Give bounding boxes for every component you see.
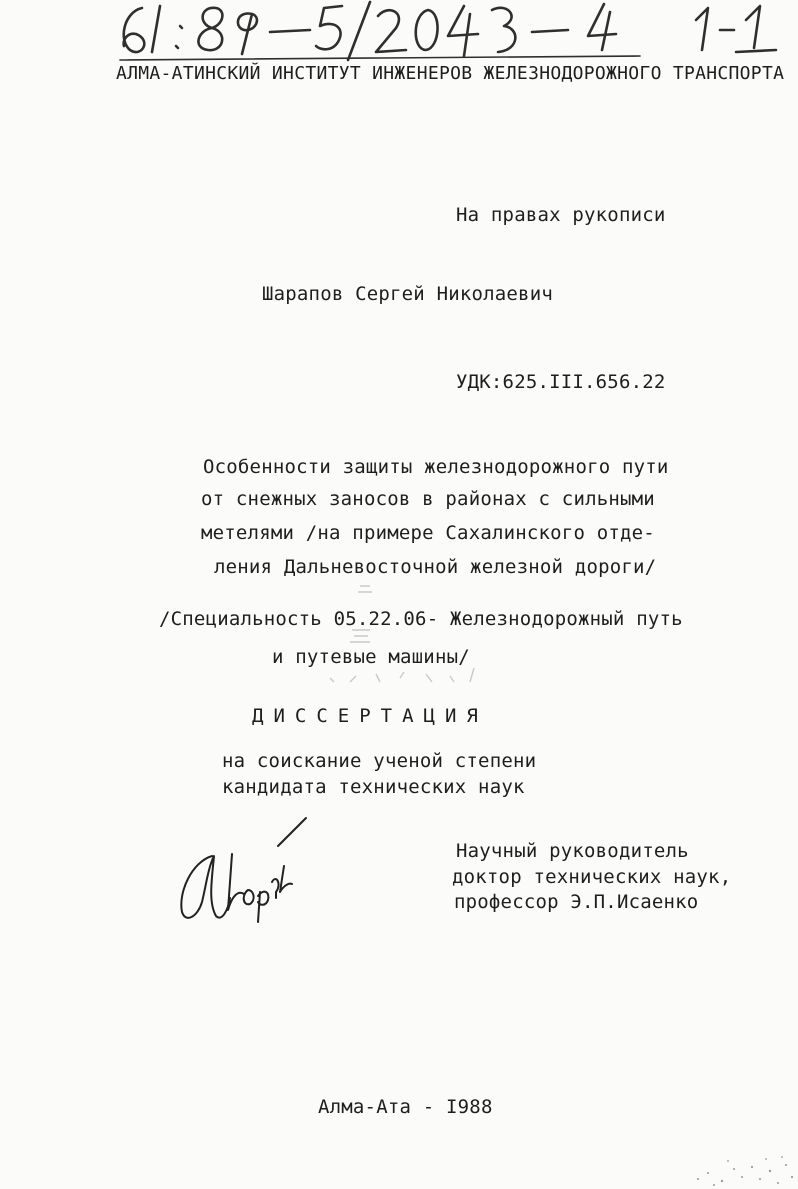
degree-line: на соискание ученой степени xyxy=(222,750,537,772)
specialty-line: /Специальность 05.22.06- Железнодорожный путь xyxy=(159,608,683,630)
title-line: метелями /на примере Сахалинского отде- xyxy=(201,522,655,544)
udc-code: УДК:625.III.656.22 xyxy=(456,371,666,393)
manuscript-rights-note: На правах рукописи xyxy=(456,204,666,226)
title-line: ления Дальневосточной железной дороги/ xyxy=(214,556,657,578)
place-and-year: Алма-Ата - I988 xyxy=(318,1096,493,1118)
supervisor-line: Научный руководитель xyxy=(456,840,689,862)
supervisor-line: доктор технических наук, xyxy=(452,866,732,888)
author-signature xyxy=(172,812,312,927)
title-line: Особенности защиты железнодорожного пути xyxy=(203,456,669,478)
scan-noise xyxy=(678,1149,798,1189)
supervisor-line: профессор Э.П.Исаенко xyxy=(454,891,699,913)
specialty-line: и путевые машины/ xyxy=(272,646,470,668)
document-type-heading: ДИССЕРТАЦИЯ xyxy=(252,705,488,727)
author-name: Шарапов Сергей Николаевич xyxy=(262,283,553,305)
title-line: от снежных заносов в районах с сильными xyxy=(201,488,655,510)
faint-stamp-marks xyxy=(310,578,490,708)
handwritten-shelfmark xyxy=(20,0,790,62)
institute-name: АЛМА-АТИНСКИЙ ИНСТИТУТ ИНЖЕНЕРОВ ЖЕЛЕЗНОДОРОЖНОГО ТРАНСПОРТА xyxy=(116,63,785,84)
degree-line: кандидата технических наук xyxy=(222,776,525,798)
